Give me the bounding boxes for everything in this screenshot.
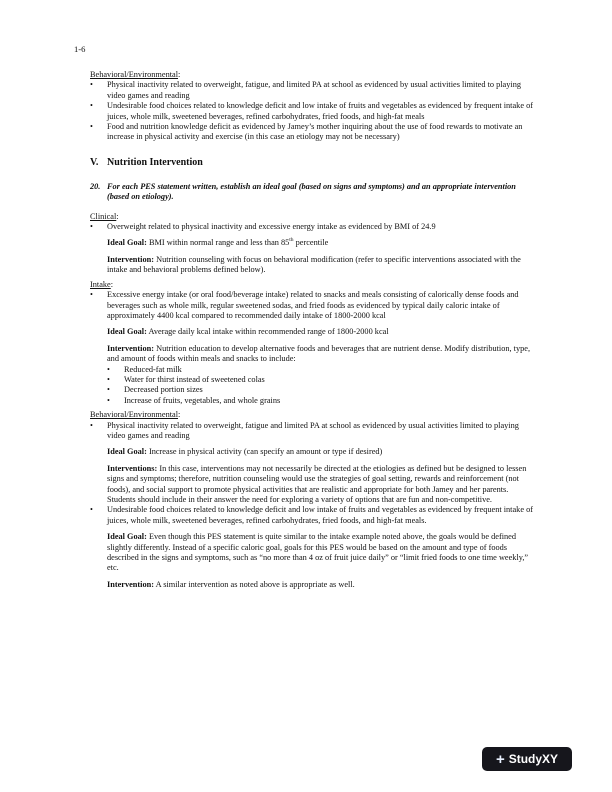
section-heading: V. Nutrition Intervention <box>90 156 203 168</box>
list-item: • Increase of fruits, vegetables, and whole grains <box>107 396 536 406</box>
list-item: • Physical inactivity related to overweight, fatigue, and limited PA at school as evidenced by usual activities limited to playing video games and reading <box>90 80 536 101</box>
intake-goal: Ideal Goal: Average daily kcal intake within recommended range of 1800-2000 kcal <box>107 327 389 337</box>
list-item: • Water for thirst instead of sweetened colas <box>107 375 536 385</box>
behavioral-list-3 <box>90 505 536 526</box>
intake-intervention: Intervention: Nutrition education to develop alternative foods and beverages that are nutrient dense. Modify distribution, type, and amount of foods within meals and snacks to include: • Reduced-fat milk • Water for thirst instead of sweetened colas • Decreased portion sizes • Increase of fruits, vegetables, and whole grains <box>90 344 536 406</box>
page-number: 1-6 <box>74 44 86 54</box>
list-item: • Reduced-fat milk <box>107 365 536 375</box>
list-item: • Excessive energy intake (or oral food/beverage intake) related to snacks and meals consisting of calorically dense foods and beverages such as whole milk, regular sweetened sodas, and fried foods as evidenced by typical daily caloric intake of approximately 4400 kcal compared to recommended daily intake of 1800-2000 kcal <box>90 290 536 321</box>
list-item: • Food and nutrition knowledge deficit as evidenced by Jamey’s mother inquiring about the use of food rewards to motivate an increase in physical activity and exercise (in this case an etiology may not be necessary) <box>90 122 536 143</box>
clinical-goal: Ideal Goal: BMI within normal range and less than 85th percentile <box>107 237 329 248</box>
behavioral-heading-2: Behavioral/Environmental: <box>90 410 181 420</box>
list-item: • Decreased portion sizes <box>107 385 536 395</box>
intake-heading: Intake: <box>90 279 114 289</box>
behavioral-goal-1: Ideal Goal: Increase in physical activity (can specify an amount or type if desired) <box>107 447 383 457</box>
behavioral-list-2 <box>90 421 536 442</box>
document-body <box>90 70 536 590</box>
behavioral-intervention-1: Interventions: In this case, interventions may not necessarily be directed at the etiologies as defined but be designed to lessen signs and symptoms; therefore, nutrition counseling would use the strategies of goal setting, rewards and reinforcement (not foods), and social support to promote physical activities that are realistic and appropriate for both Jamey and her parents. Students should include in their answer the need for exploring a variety of options that are fun and non-competitive. <box>107 463 527 504</box>
list-item: • Undesirable food choices related to knowledge deficit and low intake of fruits and vegetables as evidenced by frequent intake of juices, whole milk, sweetened beverages, refined carbohydrates, fried foods, and high-fat meals. <box>90 505 536 526</box>
question-20: 20. For each PES statement written, establish an ideal goal (based on signs and symptoms) and an appropriate intervention (based on etiology). <box>90 181 516 202</box>
clinical-heading: Clinical: <box>90 211 119 221</box>
studyxy-logo[interactable] <box>482 747 572 771</box>
behavioral-heading-1: Behavioral/Environmental: <box>90 70 181 79</box>
intake-list <box>90 290 536 321</box>
clinical-list <box>90 222 536 232</box>
clinical-intervention: Intervention: Nutrition counseling with focus on behavioral modification (refer to specific interventions associated with the intake and behavioral problems defined below). <box>107 254 521 275</box>
list-item: • Undesirable food choices related to knowledge deficit and low intake of fruits and vegetables as evidenced by frequent intake of juices, whole milk, sweetened beverages, refined carbohydrates, fried foods, and high-fat meals <box>90 101 536 122</box>
behavioral-goal-2: Ideal Goal: Even though this PES statement is quite similar to the intake example noted above, the goals would be defined slightly differently. Instead of a specific caloric goal, goals for this PES would be based on the amount and type of foods described in the signs and symptoms, such as “no more than 4 oz of fruit juice daily” or “limit fried foods to one time weekly,” etc. <box>107 532 529 573</box>
plus-icon: + <box>495 750 505 768</box>
brand-name: StudyXY <box>508 752 559 766</box>
list-item: • Physical inactivity related to overweight, fatigue and limited PA at school as evidenced by usual activities limited to playing video games and reading <box>90 421 536 442</box>
behavioral-list-1 <box>90 80 536 142</box>
list-item: • Overweight related to physical inactivity and excessive energy intake as evidenced by BMI of 24.9 <box>90 222 536 232</box>
intake-sublist <box>107 365 536 407</box>
behavioral-intervention-2: Intervention: A similar intervention as noted above is appropriate as well. <box>107 579 355 589</box>
